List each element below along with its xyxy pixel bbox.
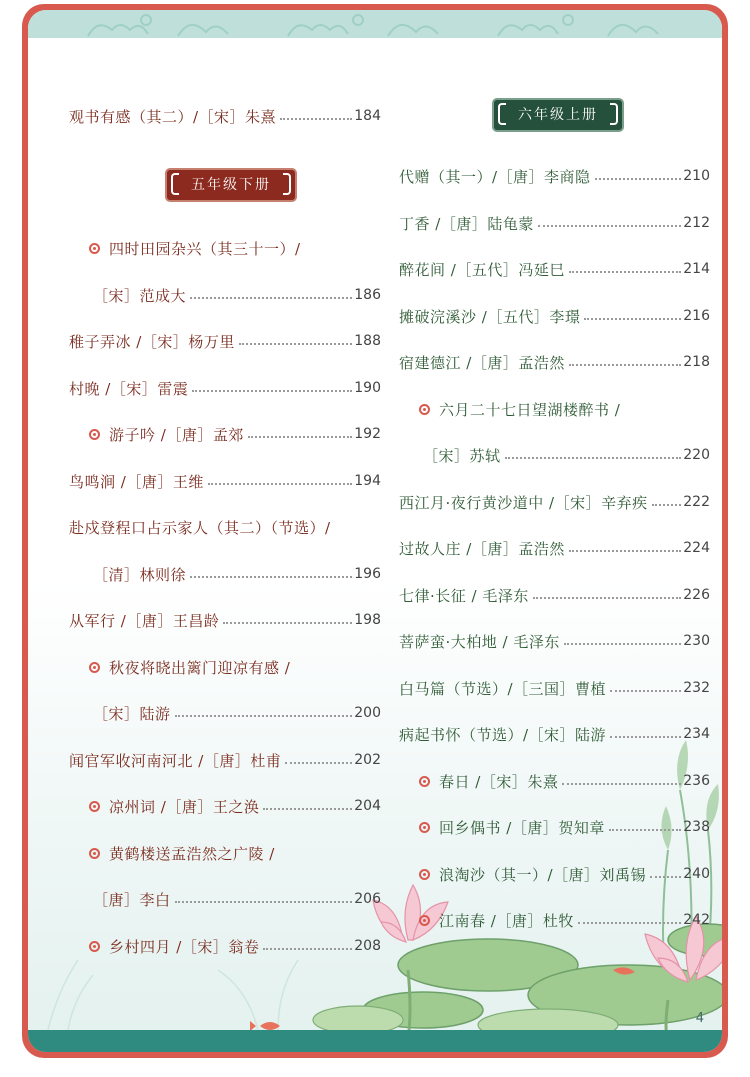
entry-page: 210 [683, 168, 710, 184]
entry-page: 206 [354, 891, 381, 907]
entry-page: 188 [354, 333, 381, 349]
page-number: 4 [695, 1011, 704, 1026]
toc-entry[interactable] [69, 838, 381, 868]
dot-leader [609, 829, 681, 831]
entry-title: 七律·长征 / 毛泽东 [399, 586, 529, 605]
entry-page: 218 [683, 354, 710, 370]
dot-leader [175, 901, 353, 903]
entry-page: 212 [683, 215, 710, 231]
entry-title: 菩萨蛮·大柏地 / 毛泽东 [399, 632, 560, 651]
entry-page: 226 [683, 587, 710, 603]
entry-title: 鸟鸣涧 /［唐］王维 [69, 472, 204, 491]
entry-title: 白马篇（节选）/［三国］曹植 [399, 679, 607, 698]
toc-entry[interactable] [69, 233, 381, 263]
entry-title: 村晚 /［宋］雷震 [69, 379, 189, 398]
toc-entry[interactable] [69, 884, 381, 914]
toc-entry[interactable] [399, 766, 710, 796]
dot-leader [248, 436, 352, 438]
entry-title: 代赠（其一）/［唐］李商隐 [399, 167, 591, 186]
entry-author: ［宋］苏轼 [423, 446, 501, 465]
entry-page: 208 [354, 938, 381, 954]
entry-title: 闻官军收河南河北 /［唐］杜甫 [69, 751, 282, 770]
dot-leader [564, 643, 681, 645]
bullet-icon [419, 915, 430, 926]
toc-entry[interactable] [399, 626, 710, 656]
bullet-icon [89, 243, 100, 254]
toc-entry[interactable] [399, 905, 710, 935]
entry-title: 病起书怀（节选）/［宋］陆游 [399, 725, 607, 744]
dot-leader [569, 364, 681, 366]
entry-title: 四时田园杂兴（其三十一）/ [109, 239, 301, 258]
entry-page: 234 [683, 726, 710, 742]
entry-title: 赴戍登程口占示家人（其二）（节选）/ [69, 518, 331, 537]
entry-title: 乡村四月 /［宋］翁卷 [109, 937, 260, 956]
toc-entry[interactable] [399, 487, 710, 517]
dot-leader [538, 225, 681, 227]
bullet-icon [419, 822, 430, 833]
bottom-band [28, 1030, 722, 1052]
entry-page: 186 [354, 287, 381, 303]
bullet-icon [419, 404, 430, 415]
dot-leader [584, 318, 681, 320]
toc-entry[interactable] [399, 533, 710, 563]
entry-page: 214 [683, 261, 710, 277]
toc-entry[interactable] [69, 931, 381, 961]
page-content [28, 10, 722, 1052]
entry-page: 196 [354, 566, 381, 582]
bullet-icon [89, 941, 100, 952]
entry-author: ［清］林则徐 [93, 565, 187, 584]
entry-title: 稚子弄冰 /［宋］杨万里 [69, 332, 235, 351]
entry-page: 192 [354, 426, 381, 442]
toc-entry[interactable] [69, 280, 381, 310]
section-title-grade6-vol1: 六年级上册 [494, 100, 622, 130]
toc-entry[interactable] [69, 101, 381, 131]
dot-leader [533, 597, 681, 599]
toc-entry[interactable] [399, 673, 710, 703]
entry-title: 浪淘沙（其一）/［唐］刘禹锡 [439, 865, 647, 884]
toc-entry[interactable] [399, 440, 710, 470]
entry-page: 240 [683, 866, 710, 882]
entry-page: 216 [683, 308, 710, 324]
entry-author: ［宋］范成大 [93, 286, 187, 305]
entry-page: 242 [683, 912, 710, 928]
toc-entry[interactable] [69, 419, 381, 449]
entry-page: 232 [683, 680, 710, 696]
entry-title: 春日 /［宋］朱熹 [439, 772, 559, 791]
bullet-icon [89, 662, 100, 673]
bullet-icon [89, 848, 100, 859]
dot-leader [208, 483, 352, 485]
toc-entry[interactable] [399, 859, 710, 889]
toc-entry[interactable] [69, 652, 381, 682]
entry-page: 200 [354, 705, 381, 721]
entry-page: 198 [354, 612, 381, 628]
dot-leader [505, 457, 682, 459]
dot-leader [190, 297, 352, 299]
dot-leader [175, 715, 353, 717]
toc-entry[interactable] [69, 512, 381, 542]
entry-title: 江南春 /［唐］杜牧 [439, 911, 574, 930]
bullet-icon [419, 776, 430, 787]
dot-leader [239, 343, 352, 345]
section-title-grade5-vol2: 五年级下册 [167, 170, 295, 200]
dot-leader [190, 576, 352, 578]
entry-page: 238 [683, 819, 710, 835]
entry-title: 西江月·夜行黄沙道中 /［宋］辛弃疾 [399, 493, 648, 512]
dot-leader [569, 550, 681, 552]
dot-leader [263, 808, 352, 810]
toc-entry[interactable] [399, 580, 710, 610]
toc-entry[interactable] [69, 791, 381, 821]
entry-page: 220 [683, 447, 710, 463]
toc-entry[interactable] [69, 559, 381, 589]
dot-leader [562, 783, 681, 785]
entry-page: 230 [683, 633, 710, 649]
entry-title: 醉花间 /［五代］冯延巳 [399, 260, 565, 279]
entry-author: ［唐］李白 [93, 890, 171, 909]
dot-leader [569, 271, 681, 273]
toc-entry[interactable] [399, 812, 710, 842]
entry-page: 222 [683, 494, 710, 510]
toc-entry[interactable] [69, 466, 381, 496]
entry-page: 190 [354, 380, 381, 396]
dot-leader [595, 178, 682, 180]
toc-entry[interactable] [399, 254, 710, 284]
entry-title: 从军行 /［唐］王昌龄 [69, 611, 220, 630]
entry-page: 202 [354, 752, 381, 768]
entry-page: 184 [354, 108, 381, 124]
entry-title: 宿建德江 /［唐］孟浩然 [399, 353, 565, 372]
toc-entry[interactable] [399, 301, 710, 331]
toc-entry[interactable] [69, 373, 381, 403]
entry-title: 游子吟 /［唐］孟郊 [109, 425, 244, 444]
dot-leader [652, 504, 682, 506]
entry-page: 204 [354, 798, 381, 814]
dot-leader [610, 736, 681, 738]
dot-leader [285, 762, 352, 764]
entry-page: 224 [683, 540, 710, 556]
toc-entry[interactable] [399, 719, 710, 749]
toc-entry[interactable] [399, 394, 710, 424]
bullet-icon [89, 801, 100, 812]
entry-title: 秋夜将晓出篱门迎凉有感 / [109, 658, 291, 677]
toc-entry[interactable] [69, 605, 381, 635]
entry-title: 六月二十七日望湖楼醉书 / [439, 400, 621, 419]
toc-entry[interactable] [69, 698, 381, 728]
entry-page: 194 [354, 473, 381, 489]
entry-title: 观书有感（其二）/［宋］朱熹 [69, 107, 277, 126]
toc-entry[interactable] [69, 326, 381, 356]
dot-leader [192, 390, 352, 392]
entry-page: 236 [683, 773, 710, 789]
dot-leader [578, 922, 681, 924]
toc-entry[interactable] [69, 745, 381, 775]
dot-leader [610, 690, 681, 692]
entry-author: ［宋］陆游 [93, 704, 171, 723]
entry-title: 过故人庄 /［唐］孟浩然 [399, 539, 565, 558]
bullet-icon [419, 869, 430, 880]
page-frame [22, 4, 728, 1058]
bullet-icon [89, 429, 100, 440]
entry-title: 摊破浣溪沙 /［五代］李璟 [399, 307, 581, 326]
toc-entry[interactable] [399, 347, 710, 377]
dot-leader [280, 118, 352, 120]
entry-title: 丁香 /［唐］陆龟蒙 [399, 214, 534, 233]
dot-leader [263, 948, 352, 950]
entry-title: 黄鹤楼送孟浩然之广陵 / [109, 844, 275, 863]
toc-entry[interactable] [399, 161, 710, 191]
toc-entry[interactable] [399, 208, 710, 238]
dot-leader [650, 876, 681, 878]
dot-leader [223, 622, 352, 624]
entry-title: 凉州词 /［唐］王之涣 [109, 797, 260, 816]
entry-title: 回乡偶书 /［唐］贺知章 [439, 818, 605, 837]
